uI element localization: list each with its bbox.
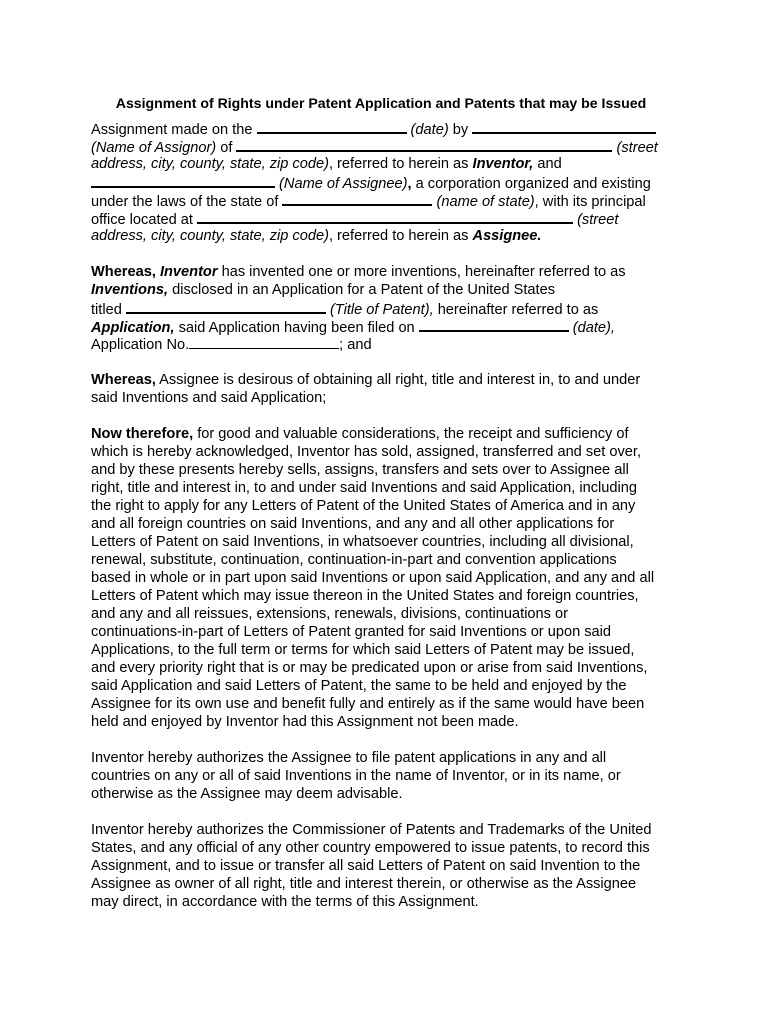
intro-line-4: (Name of Assignee), a corporation organized and existing bbox=[91, 173, 681, 191]
intro-line-7: address, city, county, state, zip code), referred to herein as Assignee. bbox=[91, 228, 542, 244]
application-number-blank[interactable] bbox=[189, 335, 339, 349]
intro-line-3: address, city, county, state, zip code), referred to herein as Inventor, and bbox=[91, 156, 562, 172]
filing-date-blank[interactable] bbox=[419, 317, 569, 332]
patent-title-blank[interactable] bbox=[126, 299, 326, 314]
assignor-name-blank[interactable] bbox=[472, 119, 656, 134]
date-blank[interactable] bbox=[257, 119, 407, 134]
assignor-address-blank[interactable] bbox=[236, 137, 612, 152]
intro-line-1: Assignment made on the (date) by bbox=[91, 119, 681, 137]
intro-line-6: office located at (street bbox=[91, 209, 681, 227]
whereas-inventor-paragraph: Whereas, Inventor has invented one or more inventions, hereinafter referred to as Inventions, disclosed in an Application for a Patent of the United States titled (Title of Patent), hereinafter referred to as Application, said Application having been filed on (date), Application No. ; and bbox=[91, 264, 626, 353]
intro-line-2: (Name of Assignor) of (street bbox=[91, 137, 681, 155]
intro-paragraph bbox=[91, 119, 681, 245]
state-blank[interactable] bbox=[282, 191, 432, 206]
intro-line-5: under the laws of the state of (name of state), with its principal bbox=[91, 191, 681, 209]
document-page bbox=[91, 94, 681, 929]
now-therefore-paragraph: Now therefore, for good and valuable considerations, the receipt and sufficiency of which is hereby acknowledged, Inventor has sold, assigned, transferred and set over, and by these presents hereby sells, assigns, transfers and sets over to Assignee all right, title and interest in, to and under said Inventions and said Application, including the right to apply for any Letters of Patent of the United States of America and in any and all foreign countries on said Inventions, and any and all other applications for Letters of Patent on said Inventions, in whatsoever countries, including all divisional, renewal, substitute, continuation, continuation-in-part and convention applications based in whole or in part upon said Inventions or upon said Application, and any and all Letters of Patent which may issue thereon in the United States and foreign countries, and any and all reissues, extensions, renewals, divisions, continuations or continuations-in-part of Letters of Patent granted for said Inventions or upon said Applications, to the full term or terms for which said Letters of Patent may be issued, and every priority right that is or may be predicated upon or arise from said Inventions, said Application and said Letters of Patent, the same to be held and enjoyed by the Assignee for its own use and benefit fully and entirely as if the same would have been held and enjoyed by Inventor had this Assignment not been made. bbox=[91, 426, 655, 730]
whereas-assignee-paragraph: Whereas, Assignee is desirous of obtaining all right, title and interest in, to and under said Inventions and said Application; bbox=[91, 372, 641, 406]
authorize-filing-paragraph: Inventor hereby authorizes the Assignee to file patent applications in any and all countries on any or all of said Inventions in the name of Inventor, or in its name, or otherwise as the Assignee may deem advisable. bbox=[91, 750, 621, 802]
assignee-address-blank[interactable] bbox=[197, 209, 573, 224]
document-title: Assignment of Rights under Patent Application and Patents that may be Issued bbox=[115, 95, 647, 111]
assignee-name-blank[interactable] bbox=[91, 173, 275, 188]
authorize-commissioner-paragraph: Inventor hereby authorizes the Commissioner of Patents and Trademarks of the United States, and any official of any other country empowered to issue patents, to record this Assignment, and to issue or transfer all said Letters of Patent on said Invention to the Assignee as owner of all right, title and interest therein, or otherwise as the Assignee may direct, in accordance with the terms of this Assignment. bbox=[91, 822, 652, 910]
